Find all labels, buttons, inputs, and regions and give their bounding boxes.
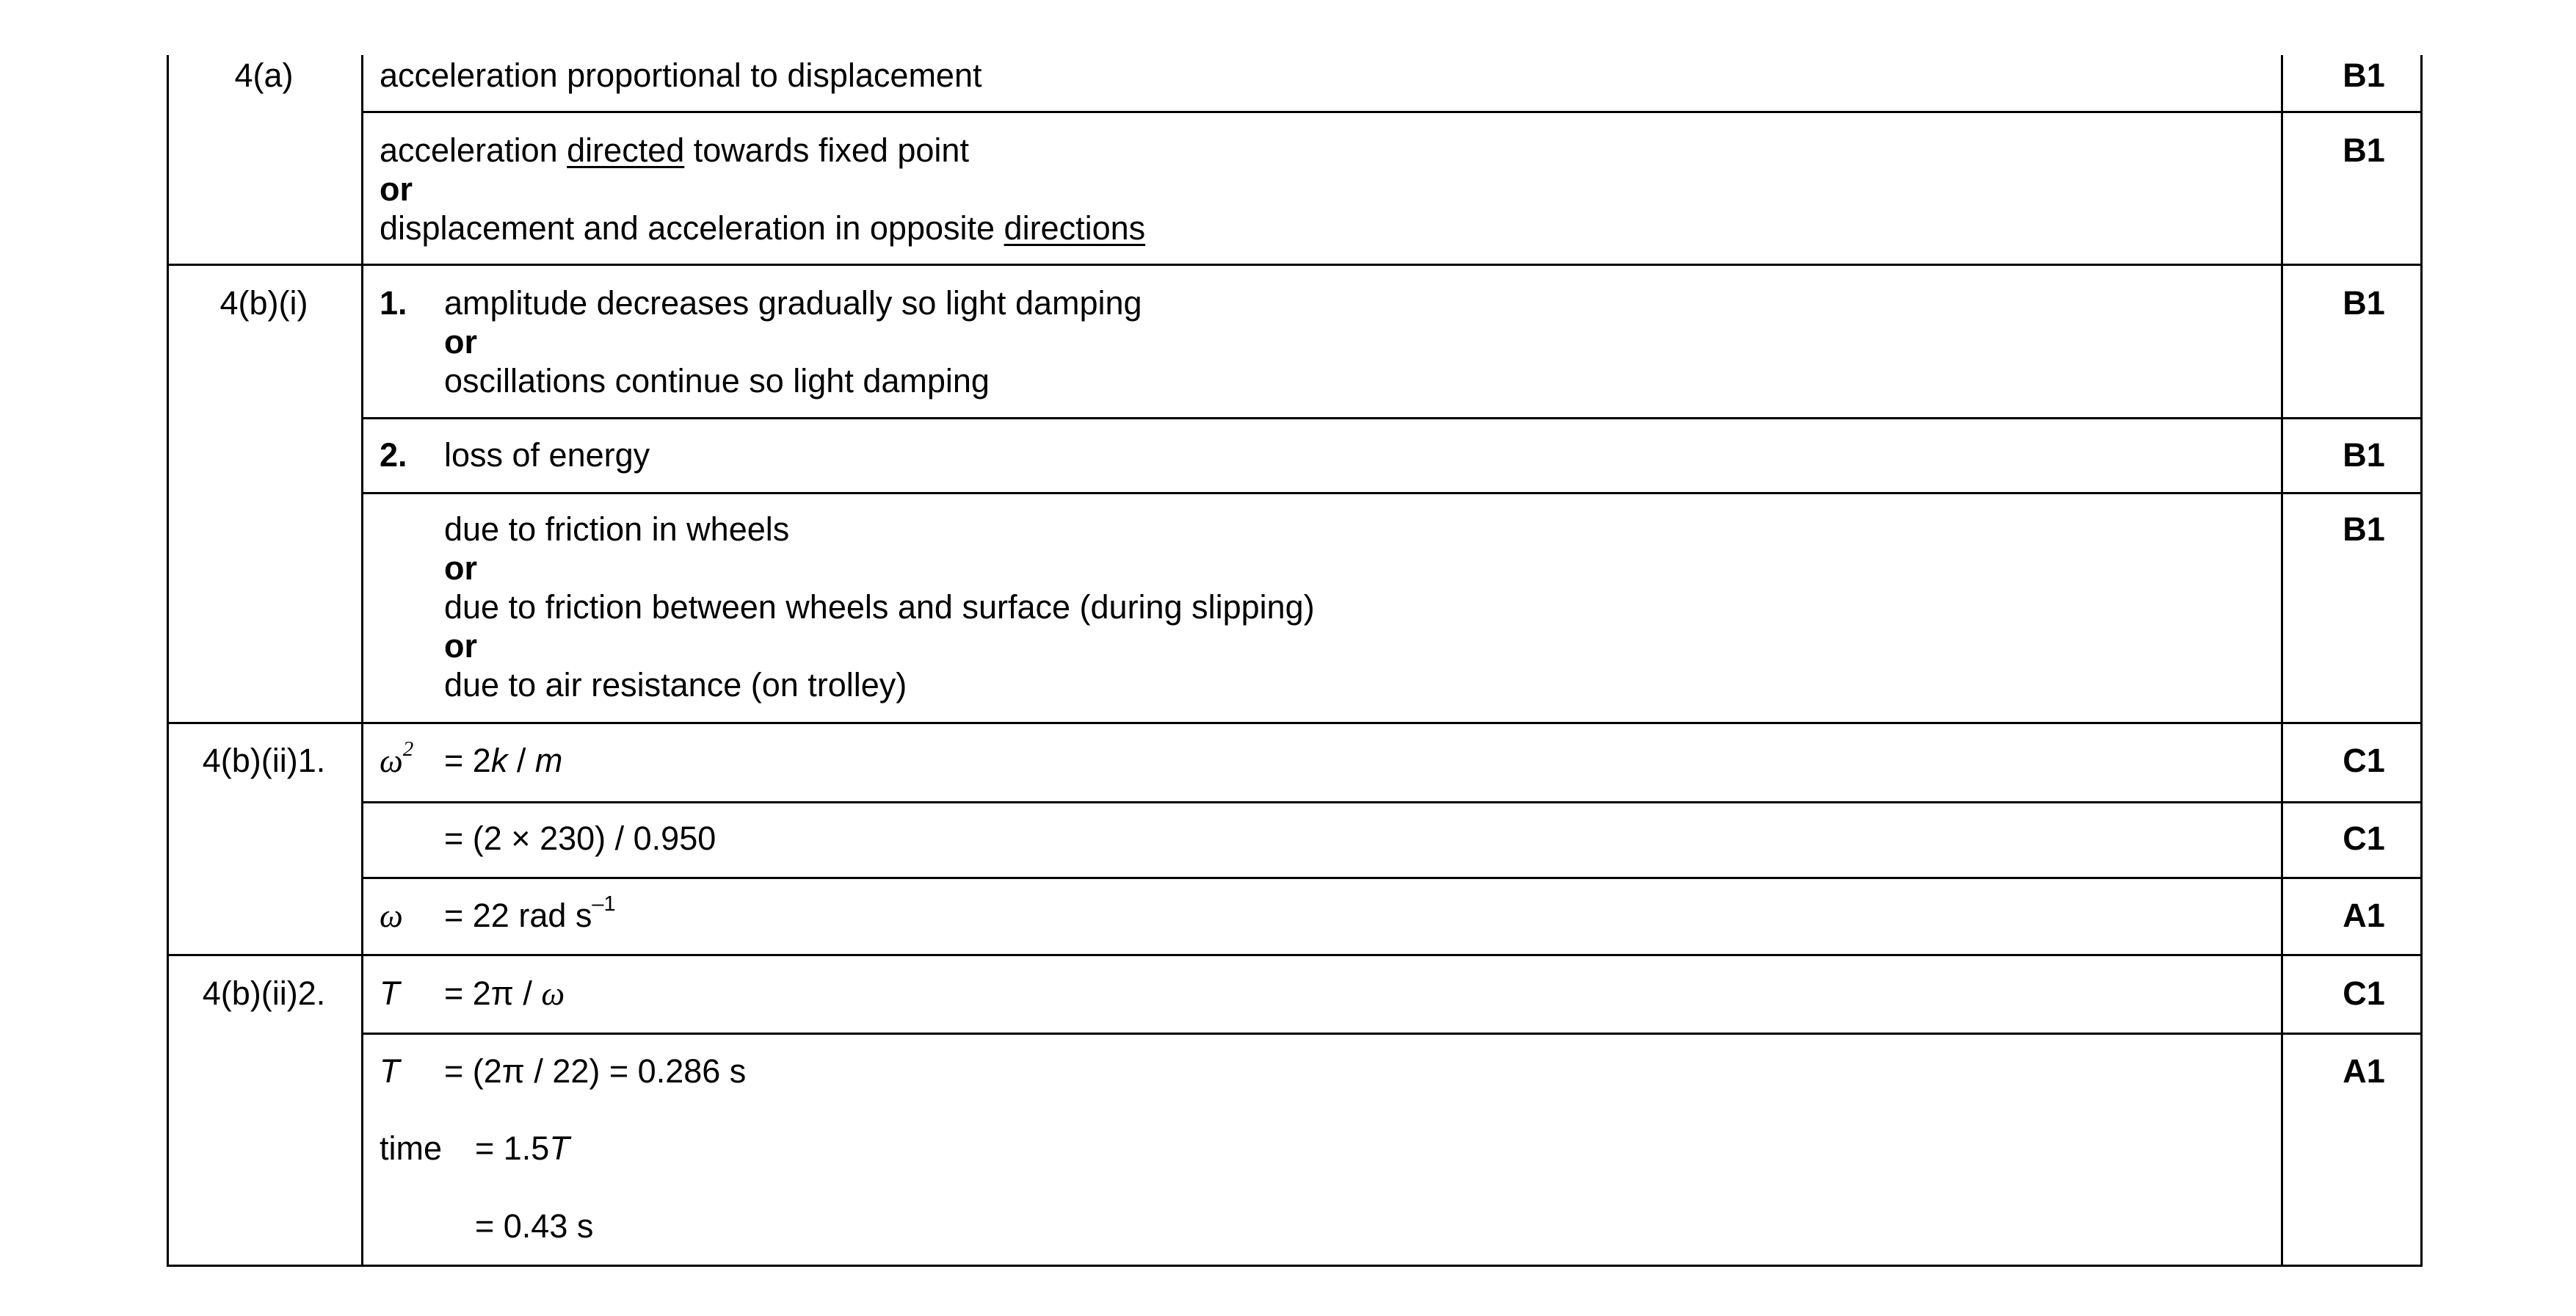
answer-4bi-item3-or1: or: [444, 549, 477, 587]
row-divider: [361, 1033, 2423, 1035]
equation-period-value-symbol: T: [380, 1052, 400, 1090]
mark-4a-part2: B1: [2343, 131, 2385, 169]
mark-4bi-item3: B1: [2343, 510, 2385, 548]
answer-4a-part2-line2: displacement and acceleration in opposite directions: [380, 209, 1146, 247]
equation-time: = 1.5T: [475, 1129, 570, 1167]
equation-time-label: time: [380, 1129, 443, 1167]
equation-period-symbol: T: [380, 975, 400, 1012]
answer-4bi-item1-or: or: [444, 323, 477, 361]
omega-symbol: ω: [541, 975, 565, 1012]
row-divider: [361, 417, 2423, 419]
row-divider: [361, 801, 2423, 803]
answer-4bi-item1-line2: oscillations continue so light damping: [444, 362, 990, 400]
answer-4bi-item1-line1: amplitude decreases gradually so light damping: [444, 284, 1142, 322]
equation-period: = 2π / ω: [444, 975, 565, 1012]
mark-4bii2-line2: A1: [2343, 1052, 2385, 1090]
answer-4bi-item3-line2: due to friction between wheels and surface (during slipping): [444, 588, 1315, 626]
mark-4bii2-line1: C1: [2343, 975, 2385, 1012]
row-divider: [361, 492, 2423, 494]
table-border-left: [167, 55, 169, 1267]
question-label-4a: 4(a): [234, 57, 294, 94]
omega-symbol: ω: [380, 897, 403, 934]
equation-omega-result: = 22 rad $s^{-1}$: [444, 892, 616, 934]
answer-4bi-item3-or2: or: [444, 627, 477, 665]
answer-4a-part1: acceleration proportional to displacement: [380, 57, 982, 94]
question-divider: [167, 954, 2423, 956]
question-divider: [167, 264, 2423, 266]
equation-omega-squared-rhs: = 2k / m: [444, 742, 563, 779]
answer-4bi-item2: loss of energy: [444, 436, 650, 474]
mark-4bi-item2: B1: [2343, 436, 2385, 474]
omega-symbol: ω: [380, 742, 403, 779]
answer-4a-part2-line1: acceleration directed towards fixed point: [380, 131, 969, 169]
mark-4bii1-line3: A1: [2343, 897, 2385, 934]
equation-omega-squared: $\omega^2$: [380, 737, 414, 779]
item-number-1: 1.: [380, 284, 407, 322]
equation-period-value: = (2π / 22) = 0.286 s: [444, 1052, 747, 1090]
mark-4bi-item1: B1: [2343, 284, 2385, 322]
question-label-4bii1: 4(b)(ii)1.: [202, 742, 326, 779]
row-divider: [361, 877, 2423, 879]
item-number-2: 2.: [380, 436, 407, 474]
question-label-4bi: 4(b)(i): [219, 284, 308, 322]
equation-omega-result-symbol: [380, 896, 403, 936]
answer-4bi-item3-line1: due to friction in wheels: [444, 510, 790, 548]
equation-time-result: = 0.43 s: [475, 1207, 594, 1245]
mark-4a-part1: B1: [2343, 57, 2385, 94]
question-label-4bii2: 4(b)(ii)2.: [202, 975, 326, 1012]
equation-substitution: = (2 × 230) / 0.950: [444, 820, 716, 857]
answer-4a-or: or: [380, 170, 413, 208]
question-divider: [167, 722, 2423, 724]
mark-4bii1-line2: C1: [2343, 820, 2385, 857]
table-divider-question: [361, 55, 363, 1267]
answer-4bi-item3-line3: due to air resistance (on trolley): [444, 666, 907, 704]
table-border-bottom: [167, 1265, 2423, 1267]
mark-4bii1-line1: C1: [2343, 742, 2385, 779]
row-divider: [361, 111, 2423, 113]
